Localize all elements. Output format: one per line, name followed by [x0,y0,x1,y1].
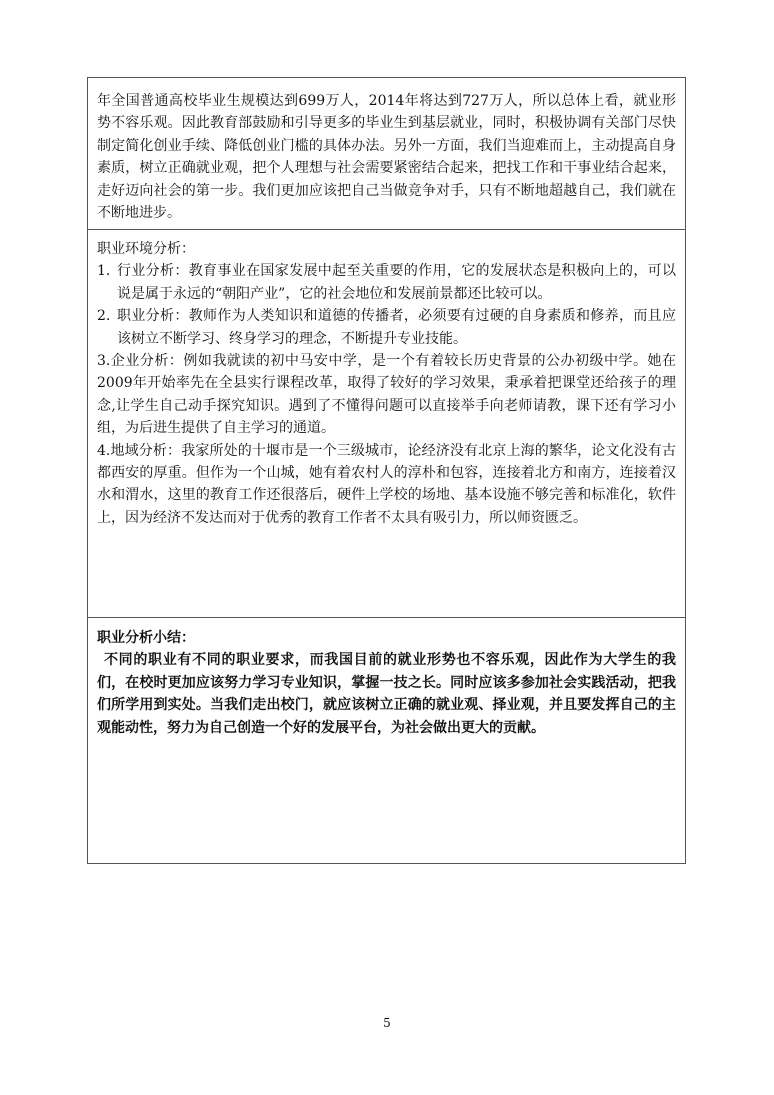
profession-analysis-text: 职业分析：教师作为人类知识和道德的传播者，必须要有过硬的自身素质和修养，而且应该树立不断学习、终身学习的理念，不断提升专业技能。 [117,308,676,347]
list-number: 2. [97,308,111,325]
region-analysis-text: 4.地域分析：我家所处的十堰市是一个三级城市，论经济没有北京上海的繁华，论文化没有古都西安的厚重。但作为一个山城，她有着农村人的淳朴和包容，连接着北方和南方，连接着汉水和渭水，这里的教育工作还很落后，硬件上学校的场地、基本设施不够完善和标准化，软件上，因为经济不发达而对于优秀的教育工作者不太具有吸引力，所以师资匮乏。 [97,442,676,526]
career-environment-heading: 职业环境分析： [97,241,195,257]
industry-analysis-text: 行业分析：教育事业在国家发展中起至关重要的作用，它的发展状态是积极向上的，可以说是属于永远的“朝阳产业”，它的社会地位和发展前景都还比较可以。 [117,263,676,302]
list-item [97,305,676,350]
career-summary-cell [88,618,685,863]
career-summary-text: 不同的职业有不同的职业要求，而我国目前的就业形势也不容乐观，因此作为大学生的我们，在校时更加应该努力学习专业知识，掌握一技之长。同时应该多参加社会实践活动，把我们所学用到实处。当我们走出校门，就应该树立正确的就业观、择业观，并且要发挥自己的主观能动性，努力为自己创造一个好的发展平台，为社会做出更大的贡献。 [97,652,676,736]
career-environment-cell [88,230,685,618]
employment-situation-paragraph: 年全国普通高校毕业生规模达到699万人，2014年将达到727万人，所以总体上看，就业形势不容乐观。因此教育部鼓励和引导更多的毕业生到基层就业，同时，积极协调有关部门尽快制定简化创业手续、降低创业门槛的具体办法。另外一方面，我们当迎难而上，主动提高自身素质，树立正确就业观，把个人理想与社会需要紧密结合起来，把找工作和干事业结合起来，走好迈向社会的第一步。我们更加应该把自己当做竞争对手，只有不断地超越自己，我们就在不断地进步。 [97,93,676,222]
list-number: 1. [97,263,111,280]
enterprise-analysis-text: 3.企业分析：例如我就读的初中马安中学，是一个有着较长历史背景的公办初级中学。她在2009年开始率先在全县实行课程改革，取得了较好的学习效果，秉承着把课堂还给孩子的理念,让学生自己动手探究知识。遇到了不懂得问题可以直接举手向老师请教，课下还有学习小组，为后进生提供了自主学习的通道。 [97,353,676,437]
list-item [97,260,676,305]
analysis-table [87,77,686,864]
page-number: 5 [383,1016,391,1030]
employment-situation-cell [88,78,685,230]
career-summary-heading: 职业分析小结： [97,630,195,646]
